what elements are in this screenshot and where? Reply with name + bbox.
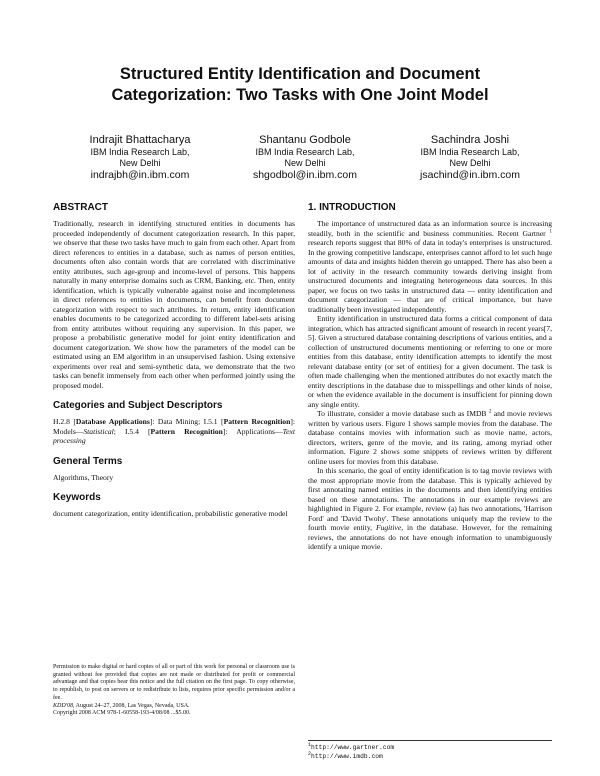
categories-text: H.2.8 [Database Applications]: Data Mining; I.5.1 [Pattern Recognition]: Models—Statistical; I.5.4 [Pattern Recognition]: Applications—Text processing (53, 417, 295, 445)
author-name: Shantanu Godbole (259, 134, 351, 146)
copyright-line: Copyright 2008 ACM 978-1-60558-193-4/08/08 ...$5.00. (53, 710, 191, 717)
author-email: shgodbol@in.ibm.com (252, 169, 358, 181)
author-city: New Delhi (119, 158, 161, 168)
title-line-1: Structured Entity Identification and Document (119, 65, 481, 83)
footnotes (308, 740, 552, 761)
author-2 (225, 133, 385, 182)
author-block (60, 133, 550, 182)
conference-line: KDD'08, August 24–27, 2008, Las Vegas, Nevada, USA. (53, 702, 190, 709)
general-terms-heading: General Terms (53, 455, 123, 467)
general-terms-text: Algorithms, Theory (53, 472, 114, 482)
author-email: indrajbh@in.ibm.com (90, 169, 190, 181)
author-3 (390, 133, 550, 182)
footnote-2: $^2$http://www.imdb.com (308, 750, 383, 760)
author-name: Indrajit Bhattacharya (89, 134, 191, 146)
author-email: jsachind@in.ibm.com (420, 169, 520, 181)
footnote-link-imdb[interactable]: http://www.imdb.com (311, 753, 383, 760)
author-city: New Delhi (449, 158, 491, 168)
author-affiliation: IBM India Research Lab, (420, 147, 520, 157)
categories-heading: Categories and Subject Descriptors (53, 400, 223, 411)
intro-paragraph-1: The importance of unstructured data as an information source is increasing steadily, both in the scientific and business communities. Recent Gartner $^1$ research reports suggest that 80% of data in today's enterprises is unstructured. In the growing competitive landscape, enterprises cannot afford to let such huge amounts of data and insights hidden therein go untapped. There has also been a lot of activity in the research community towards deriving insight from unstructured documents and integrating heterogeneous data sources. In this paper, we focus on two tasks in unstructured data — entity identification and document categorization — that are of critical importance, but have traditionally been investigated independently. (308, 219, 552, 314)
permission-notice (53, 664, 295, 718)
left-column (53, 202, 295, 519)
author-affiliation: IBM India Research Lab, (255, 147, 355, 157)
footnote-ref-2: 2 (488, 409, 492, 415)
keywords-heading: Keywords (53, 492, 101, 503)
title-line-2: Categorization: Two Tasks with One Joint Model (111, 86, 489, 104)
introduction-heading: 1. INTRODUCTION (308, 202, 396, 213)
intro-paragraph-4: In this scenario, the goal of entity identification is to tag movie reviews with the most appropriate movie from the database. This is typically achieved by first annotating named entities in the documents and then identifying entities based on these annotations. The annotations in our example reviews are highlighted in Figure 2. For example, review (a) has two annotations, 'Harrison Ford' and 'David Twohy'. These annotations uniquely map the review to the fourth movie entity, Fugitive, in the database. However, for the remaining reviews, the annotations do not have enough information to unambiguously identify a unique movie. (308, 466, 552, 551)
permission-text: Permission to make digital or hard copies of all or part of this work for personal or classroom use is granted without fee provided that copies are not made or distributed for profit or commercial advantage and that copies bear this notice and the full citation on the first page. To copy otherwise, to republish, to post on servers or to redistribute to lists, requires prior specific permission and/or a fee. (53, 664, 295, 701)
footnote-link-gartner[interactable]: http://www.gartner.com (311, 744, 395, 751)
paper-title (60, 64, 540, 106)
abstract-heading: ABSTRACT (53, 202, 108, 213)
footnote-ref-1: 1 (549, 228, 552, 234)
right-column (308, 202, 552, 552)
intro-paragraph-3: To illustrate, consider a movie database such as IMDB $^2$ and movie reviews written by various users. Figure 1 shows sample movies from the database. The database contains movies with information such as movie name, actors, directors, writers, genre of the movie, and its rating, among myriad other information. Figure 2 shows some snippets of reviews written by different online users for movies from this database. (308, 409, 552, 466)
author-1 (60, 133, 220, 182)
author-name: Sachindra Joshi (430, 134, 510, 146)
author-affiliation: IBM India Research Lab, (90, 147, 190, 157)
abstract-text: Traditionally, research in identifying structured entities in documents has proceeded independently of document categorization research. In this paper, we observe that these two tasks have much to gain from each other. Apart from direct references to entities in a database, such as names of person entities, documents often also contain words that are correlated with discriminative entity attributes, such age-group and income-level of persons. This happens naturally in many enterprise domains such as CRM, Banking, etc. Then, entity identification, which is typically vulnerable against noise and incompleteness in direct references to entities in documents, can benefit from document categorization with respect to such attributes. In return, entity identification enables documents to be categorized according to different label-sets arising from entity attributes without requiring any supervision. In this paper, we propose a probabilistic generative model for joint entity identification and document categorization. We show how the parameters of the model can be estimated using an EM algorithm in an unsupervised fashion. Using extensive experiments over real and semi-synthetic data, we demonstrate that the two tasks can benefit immensely from each other when performed jointly using the proposed model. (53, 219, 295, 390)
footnote-1: $^1$http://www.gartner.com (308, 741, 395, 751)
intro-paragraph-2: Entity identification in unstructured data forms a critical component of data integration, which has attracted significant amount of research in recent years[7, 5]. Given a structured database containing descriptions of various entities, and a collection of unstructured documents mentioning or referring to one or more entities from this database, entity identification attempts to identify the most relevant database entity (or set of entities) for a given document. The task is often made challenging when the mentioned attributes do not exactly match the entity descriptions in the database due to misspellings and other kinds of noise, or when the evidence available in the document is insufficient for pinning down any single entity. (308, 314, 552, 409)
author-city: New Delhi (284, 158, 326, 168)
keywords-text: document categorization, entity identification, probabilistic generative model (53, 509, 288, 518)
